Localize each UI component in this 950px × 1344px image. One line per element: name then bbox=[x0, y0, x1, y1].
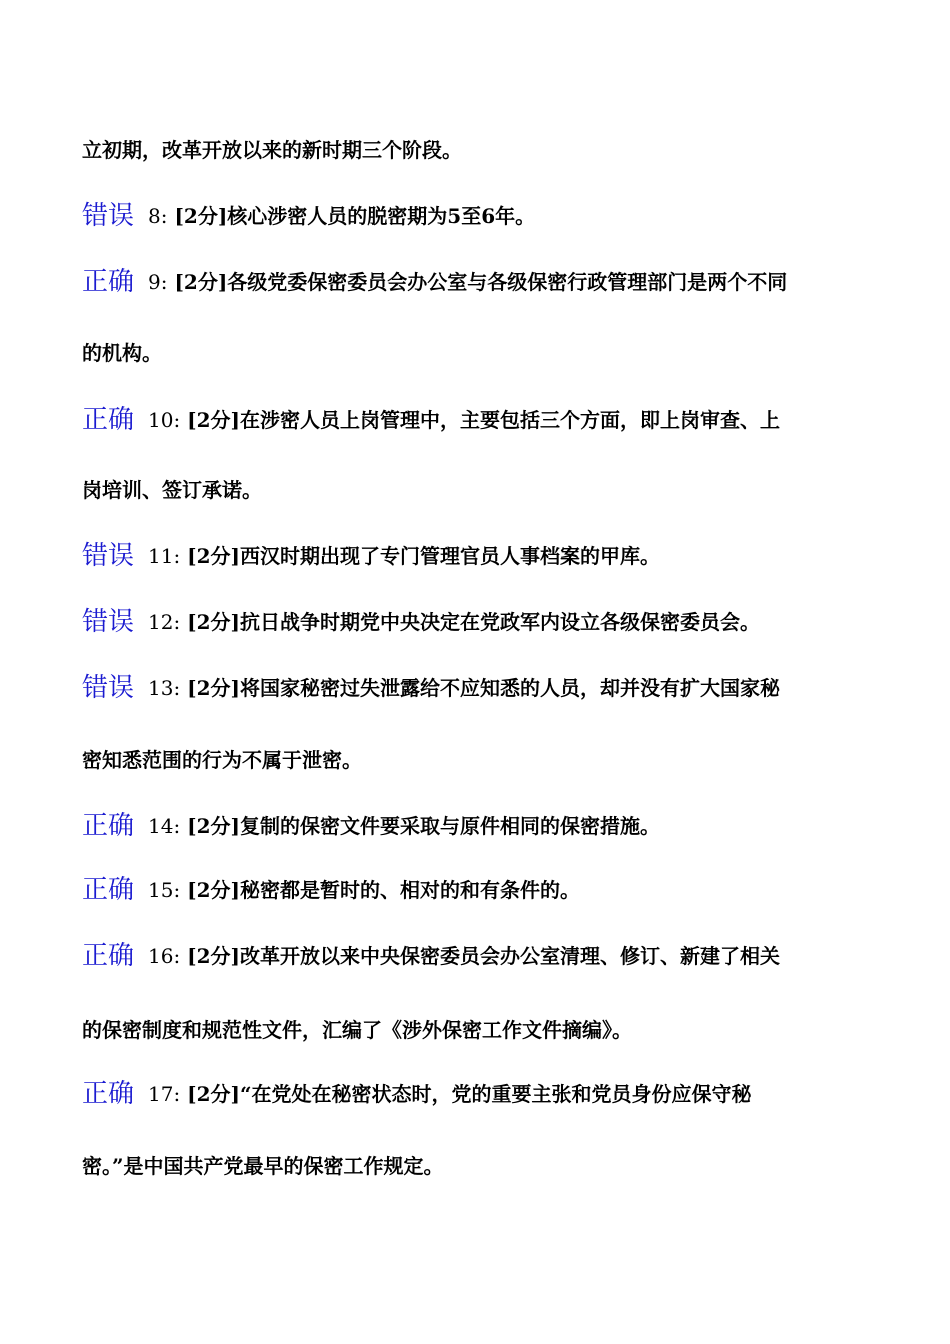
question-text: 在涉密人员上岗管理中，主要包括三个方面，即上岗审查、上 bbox=[240, 408, 781, 432]
line-text: 立初期，改革开放以来的新时期三个阶段。 bbox=[82, 138, 462, 162]
score-label: [2分] bbox=[187, 1082, 241, 1106]
score-label: [2分] bbox=[174, 204, 228, 228]
question-number: 8: bbox=[148, 204, 168, 228]
question-text: 抗日战争时期党中央决定在党政军内设立各级保密委员会。 bbox=[240, 610, 761, 634]
score-label: [2分] bbox=[187, 610, 241, 634]
score-label: [2分] bbox=[187, 878, 241, 902]
question-text: 西汉时期出现了专门管理官员人事档案的甲库。 bbox=[240, 544, 661, 568]
verdict-label: 正确 bbox=[82, 875, 135, 905]
continuation-line bbox=[82, 333, 872, 373]
question-number: 10: bbox=[148, 408, 181, 432]
line-text: 岗培训、签订承诺。 bbox=[82, 478, 262, 502]
continuation-line bbox=[82, 470, 872, 510]
question-12 bbox=[82, 602, 872, 642]
question-text: 秘密都是暂时的、相对的和有条件的。 bbox=[240, 878, 581, 902]
verdict-label: 错误 bbox=[82, 201, 135, 231]
verdict-label: 错误 bbox=[82, 541, 135, 571]
line-text: 的机构。 bbox=[82, 341, 162, 365]
question-13 bbox=[82, 668, 872, 708]
question-number: 13: bbox=[148, 676, 181, 700]
score-label: [2分] bbox=[187, 944, 241, 968]
question-text: 复制的保密文件要采取与原件相同的保密措施。 bbox=[240, 814, 661, 838]
question-text: 各级党委保密委员会办公室与各级保密行政管理部门是两个不同 bbox=[227, 270, 788, 294]
question-number: 12: bbox=[148, 610, 181, 634]
question-9 bbox=[82, 262, 872, 302]
continuation-line bbox=[82, 1010, 872, 1050]
verdict-label: 正确 bbox=[82, 941, 135, 971]
verdict-label: 正确 bbox=[82, 405, 135, 435]
verdict-label: 错误 bbox=[82, 607, 135, 637]
verdict-label: 正确 bbox=[82, 1079, 135, 1109]
question-number: 17: bbox=[148, 1082, 181, 1106]
continuation-line bbox=[82, 1146, 872, 1186]
line-text: 密。”是中国共产党最早的保密工作规定。 bbox=[82, 1154, 444, 1178]
question-number: 14: bbox=[148, 814, 181, 838]
question-16 bbox=[82, 936, 872, 976]
score-label: [2分] bbox=[187, 544, 241, 568]
question-8 bbox=[82, 196, 872, 236]
question-10 bbox=[82, 400, 872, 440]
line-text: 密知悉范围的行为不属于泄密。 bbox=[82, 748, 362, 772]
line-text: 的保密制度和规范性文件，汇编了《涉外保密工作文件摘编》。 bbox=[82, 1018, 632, 1042]
continuation-line bbox=[82, 130, 872, 170]
question-17 bbox=[82, 1074, 872, 1114]
score-label: [2分] bbox=[174, 270, 228, 294]
question-text: 改革开放以来中央保密委员会办公室清理、修订、新建了相关 bbox=[240, 944, 781, 968]
question-number: 9: bbox=[148, 270, 168, 294]
question-14 bbox=[82, 806, 872, 846]
question-15 bbox=[82, 870, 872, 910]
question-number: 11: bbox=[148, 544, 181, 568]
question-text: 核心涉密人员的脱密期为5至6年。 bbox=[227, 204, 536, 228]
question-text: “在党处在秘密状态时，党的重要主张和党员身份应保守秘 bbox=[240, 1082, 752, 1106]
question-11 bbox=[82, 536, 872, 576]
verdict-label: 错误 bbox=[82, 673, 135, 703]
question-number: 16: bbox=[148, 944, 181, 968]
question-text: 将国家秘密过失泄露给不应知悉的人员，却并没有扩大国家秘 bbox=[240, 676, 781, 700]
score-label: [2分] bbox=[187, 814, 241, 838]
question-number: 15: bbox=[148, 878, 181, 902]
verdict-label: 正确 bbox=[82, 811, 135, 841]
score-label: [2分] bbox=[187, 408, 241, 432]
continuation-line bbox=[82, 740, 872, 780]
verdict-label: 正确 bbox=[82, 267, 135, 297]
score-label: [2分] bbox=[187, 676, 241, 700]
